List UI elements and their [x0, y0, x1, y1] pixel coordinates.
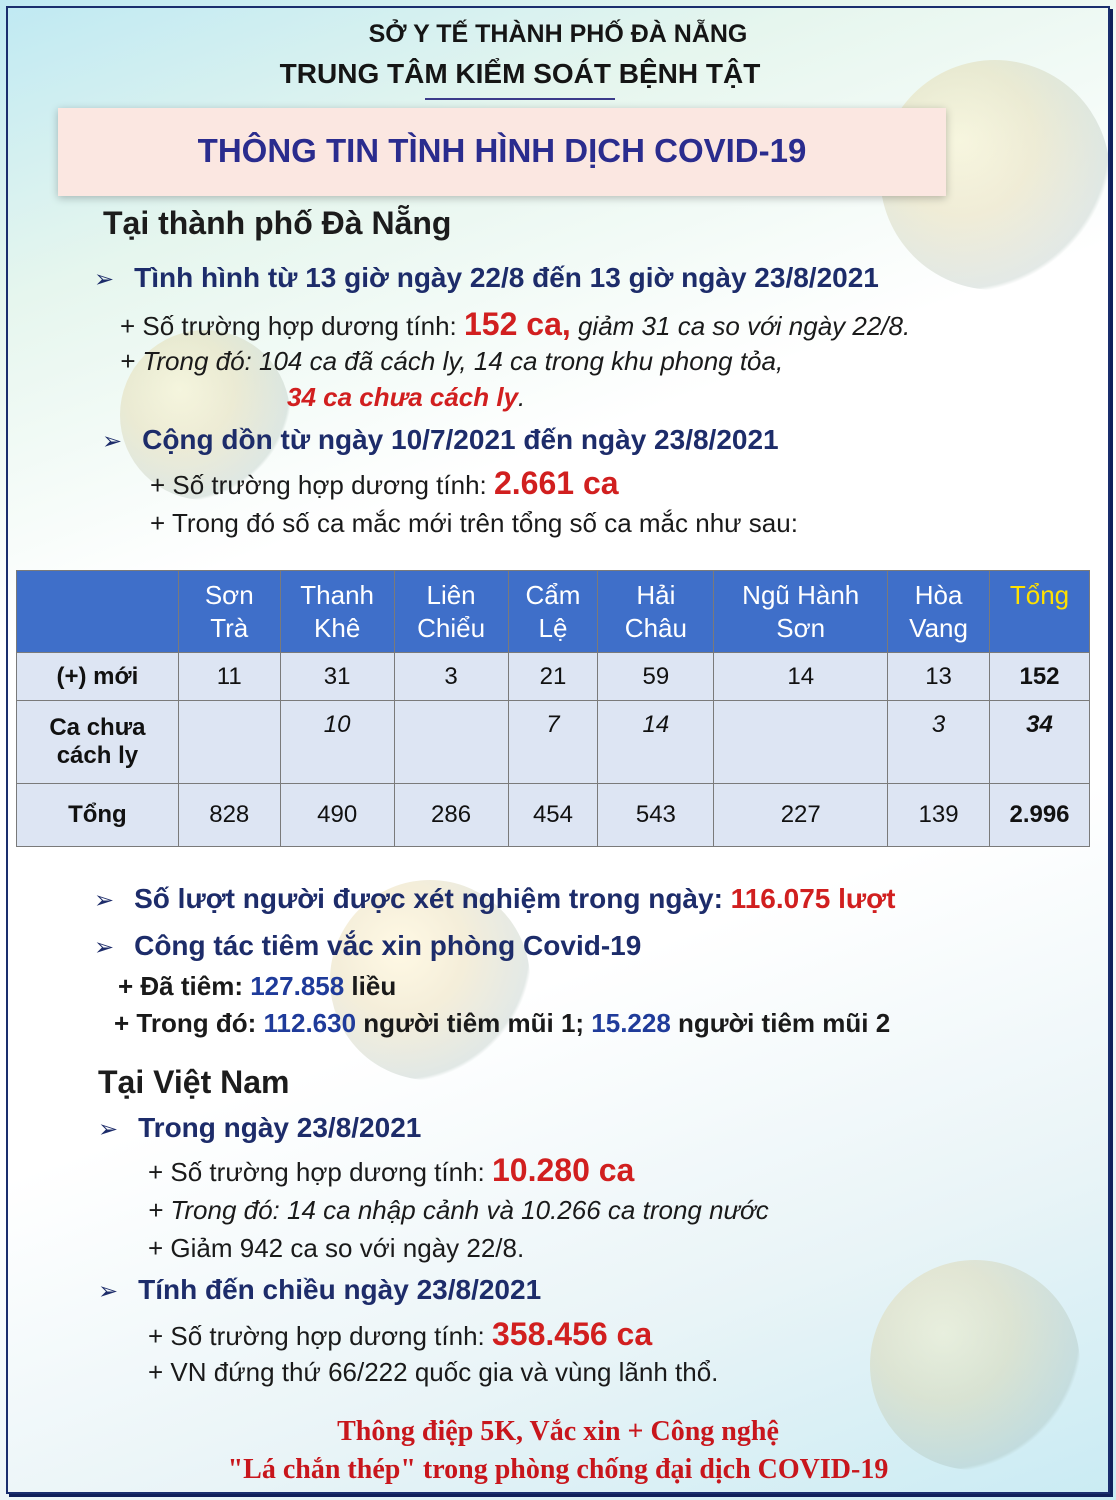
header-line-1: SỞ Y TẾ THÀNH PHỐ ĐÀ NẴNG: [368, 20, 748, 48]
table-cell: 59: [598, 653, 714, 701]
dose1-label: người tiêm mũi 1;: [356, 1008, 592, 1038]
table-cell: 13: [888, 653, 990, 701]
cumulative-label: + Số trường hợp dương tính:: [150, 470, 494, 500]
vietnam-day-positive: [148, 1152, 634, 1189]
table-cell: 14: [598, 701, 714, 783]
header-cell: Cẩm Lệ: [508, 571, 598, 653]
table-cell: 286: [394, 783, 508, 846]
header-cell: Ngũ Hành Sơn: [714, 571, 888, 653]
danang-heading: Tại thành phố Đà Nẵng: [103, 205, 452, 241]
testing-value: 116.075 lượt: [730, 883, 896, 914]
testing-label: Số lượt người được xét nghiệm trong ngày:: [134, 883, 731, 914]
table-cell: 227: [714, 783, 888, 846]
table-row: [17, 653, 1090, 701]
table-cell-total: 2.996: [990, 783, 1090, 846]
injected-label: + Đã tiêm:: [118, 971, 251, 1001]
footer-line-1: Thông điệp 5K, Vắc xin + Công nghệ: [337, 1416, 779, 1447]
positive-label: + Số trường hợp dương tính:: [120, 311, 464, 341]
header-cell: Sơn Trà: [178, 571, 280, 653]
table-cell: 3: [394, 653, 508, 701]
district-table: [16, 570, 1090, 847]
table-cell: 7: [508, 701, 598, 783]
table-cell: [394, 701, 508, 783]
table-header-row: [17, 571, 1090, 653]
table-cell: 3: [888, 701, 990, 783]
breakdown-line-2: [287, 382, 525, 413]
breakdown-line-1: + Trong đó: 104 ca đã cách ly, 14 ca trong khu phong tỏa,: [120, 346, 784, 376]
vaccine-bullet: [94, 930, 641, 962]
header-cell: Hải Châu: [598, 571, 714, 653]
table-row: [17, 701, 1090, 783]
header-divider: [425, 98, 615, 100]
table-row: [17, 783, 1090, 846]
arrow-icon: ➢: [94, 266, 115, 293]
not-isolated-count: 34 ca chưa cách ly: [287, 382, 519, 412]
table-cell-total: 152: [990, 653, 1090, 701]
header-cell: Thanh Khê: [280, 571, 394, 653]
table-cell: 14: [714, 653, 888, 701]
period-text: Tình hình từ 13 giờ ngày 22/8 đến 13 giờ ngày 23/8/2021: [134, 262, 879, 293]
total-bullet-text: Tính đến chiều ngày 23/8/2021: [138, 1274, 542, 1305]
injected-value: 127.858: [250, 971, 345, 1001]
arrow-icon: ➢: [98, 1116, 119, 1143]
table-cell: 543: [598, 783, 714, 846]
testing-bullet: [94, 883, 895, 915]
day-positive-value: 10.280 ca: [491, 1152, 635, 1188]
positive-compare: giảm 31 ca so với ngày 22/8.: [570, 311, 911, 341]
dose1-value: 112.630: [263, 1008, 357, 1038]
day-positive-label: + Số trường hợp dương tính:: [148, 1157, 492, 1187]
arrow-icon: ➢: [98, 1278, 119, 1305]
cumulative-value: 2.661 ca: [493, 465, 619, 501]
table-cell: 21: [508, 653, 598, 701]
total-positive-label: + Số trường hợp dương tính:: [148, 1321, 492, 1351]
positive-value: 152 ca,: [463, 306, 571, 342]
day-bullet-text: Trong ngày 23/8/2021: [138, 1112, 422, 1143]
positive-line: [120, 306, 910, 343]
title-box: [58, 108, 946, 196]
table-cell: [714, 701, 888, 783]
vietnam-heading: Tại Việt Nam: [98, 1064, 290, 1100]
header-cell: [17, 571, 179, 653]
footer-line-2: "Lá chắn thép" trong phòng chống đại dịch COVID-19: [227, 1454, 889, 1485]
table-cell: 10: [280, 701, 394, 783]
table-cell: [178, 701, 280, 783]
vietnam-rank-line: + VN đứng thứ 66/222 quốc gia và vùng lãnh thổ.: [148, 1357, 719, 1387]
vaccine-detail-line: [114, 1008, 890, 1039]
total-positive-value: 358.456 ca: [491, 1316, 653, 1352]
table-cell: 31: [280, 653, 394, 701]
breakdown-end: .: [518, 382, 526, 412]
table-intro: + Trong đó số ca mắc mới trên tổng số ca mắc như sau:: [150, 508, 798, 538]
vaccine-heading: Công tác tiêm vắc xin phòng Covid-19: [134, 930, 642, 961]
cumulative-text: Cộng dồn từ ngày 10/7/2021 đến ngày 23/8/2021: [142, 424, 779, 455]
table-cell: 490: [280, 783, 394, 846]
page-title: THÔNG TIN TÌNH HÌNH DỊCH COVID-19: [197, 132, 807, 169]
row-label: Ca chưa cách ly: [17, 701, 179, 783]
vaccine-injected-line: [118, 971, 396, 1002]
arrow-icon: ➢: [94, 934, 115, 961]
injected-unit: liều: [344, 971, 397, 1001]
row-label: (+) mới: [17, 653, 179, 701]
header-cell: Hòa Vang: [888, 571, 990, 653]
arrow-icon: ➢: [94, 887, 115, 914]
arrow-icon: ➢: [102, 428, 123, 455]
dose2-label: người tiêm mũi 2: [670, 1008, 891, 1038]
dose2-value: 15.228: [591, 1008, 671, 1038]
header-line-2: TRUNG TÂM KIỂM SOÁT BỆNH TẬT: [279, 58, 761, 89]
vietnam-total-positive: [148, 1316, 652, 1353]
table-cell-total: 34: [990, 701, 1090, 783]
table-cell: 454: [508, 783, 598, 846]
header-cell-total: Tổng: [990, 571, 1090, 653]
table-cell: 828: [178, 783, 280, 846]
period-bullet: [94, 262, 879, 294]
header-cell: Liên Chiểu: [394, 571, 508, 653]
vietnam-total-bullet: [98, 1274, 541, 1306]
cumulative-line: [150, 465, 619, 502]
row-label: Tổng: [17, 783, 179, 846]
table-cell: 139: [888, 783, 990, 846]
vietnam-day-breakdown: + Trong đó: 14 ca nhập cảnh và 10.266 ca trong nước: [148, 1195, 769, 1225]
table-cell: 11: [178, 653, 280, 701]
vietnam-day-bullet: [98, 1112, 421, 1144]
detail-label: + Trong đó:: [114, 1008, 264, 1038]
cumulative-bullet: [102, 424, 779, 456]
vietnam-day-decrease: + Giảm 942 ca so với ngày 22/8.: [148, 1233, 525, 1263]
